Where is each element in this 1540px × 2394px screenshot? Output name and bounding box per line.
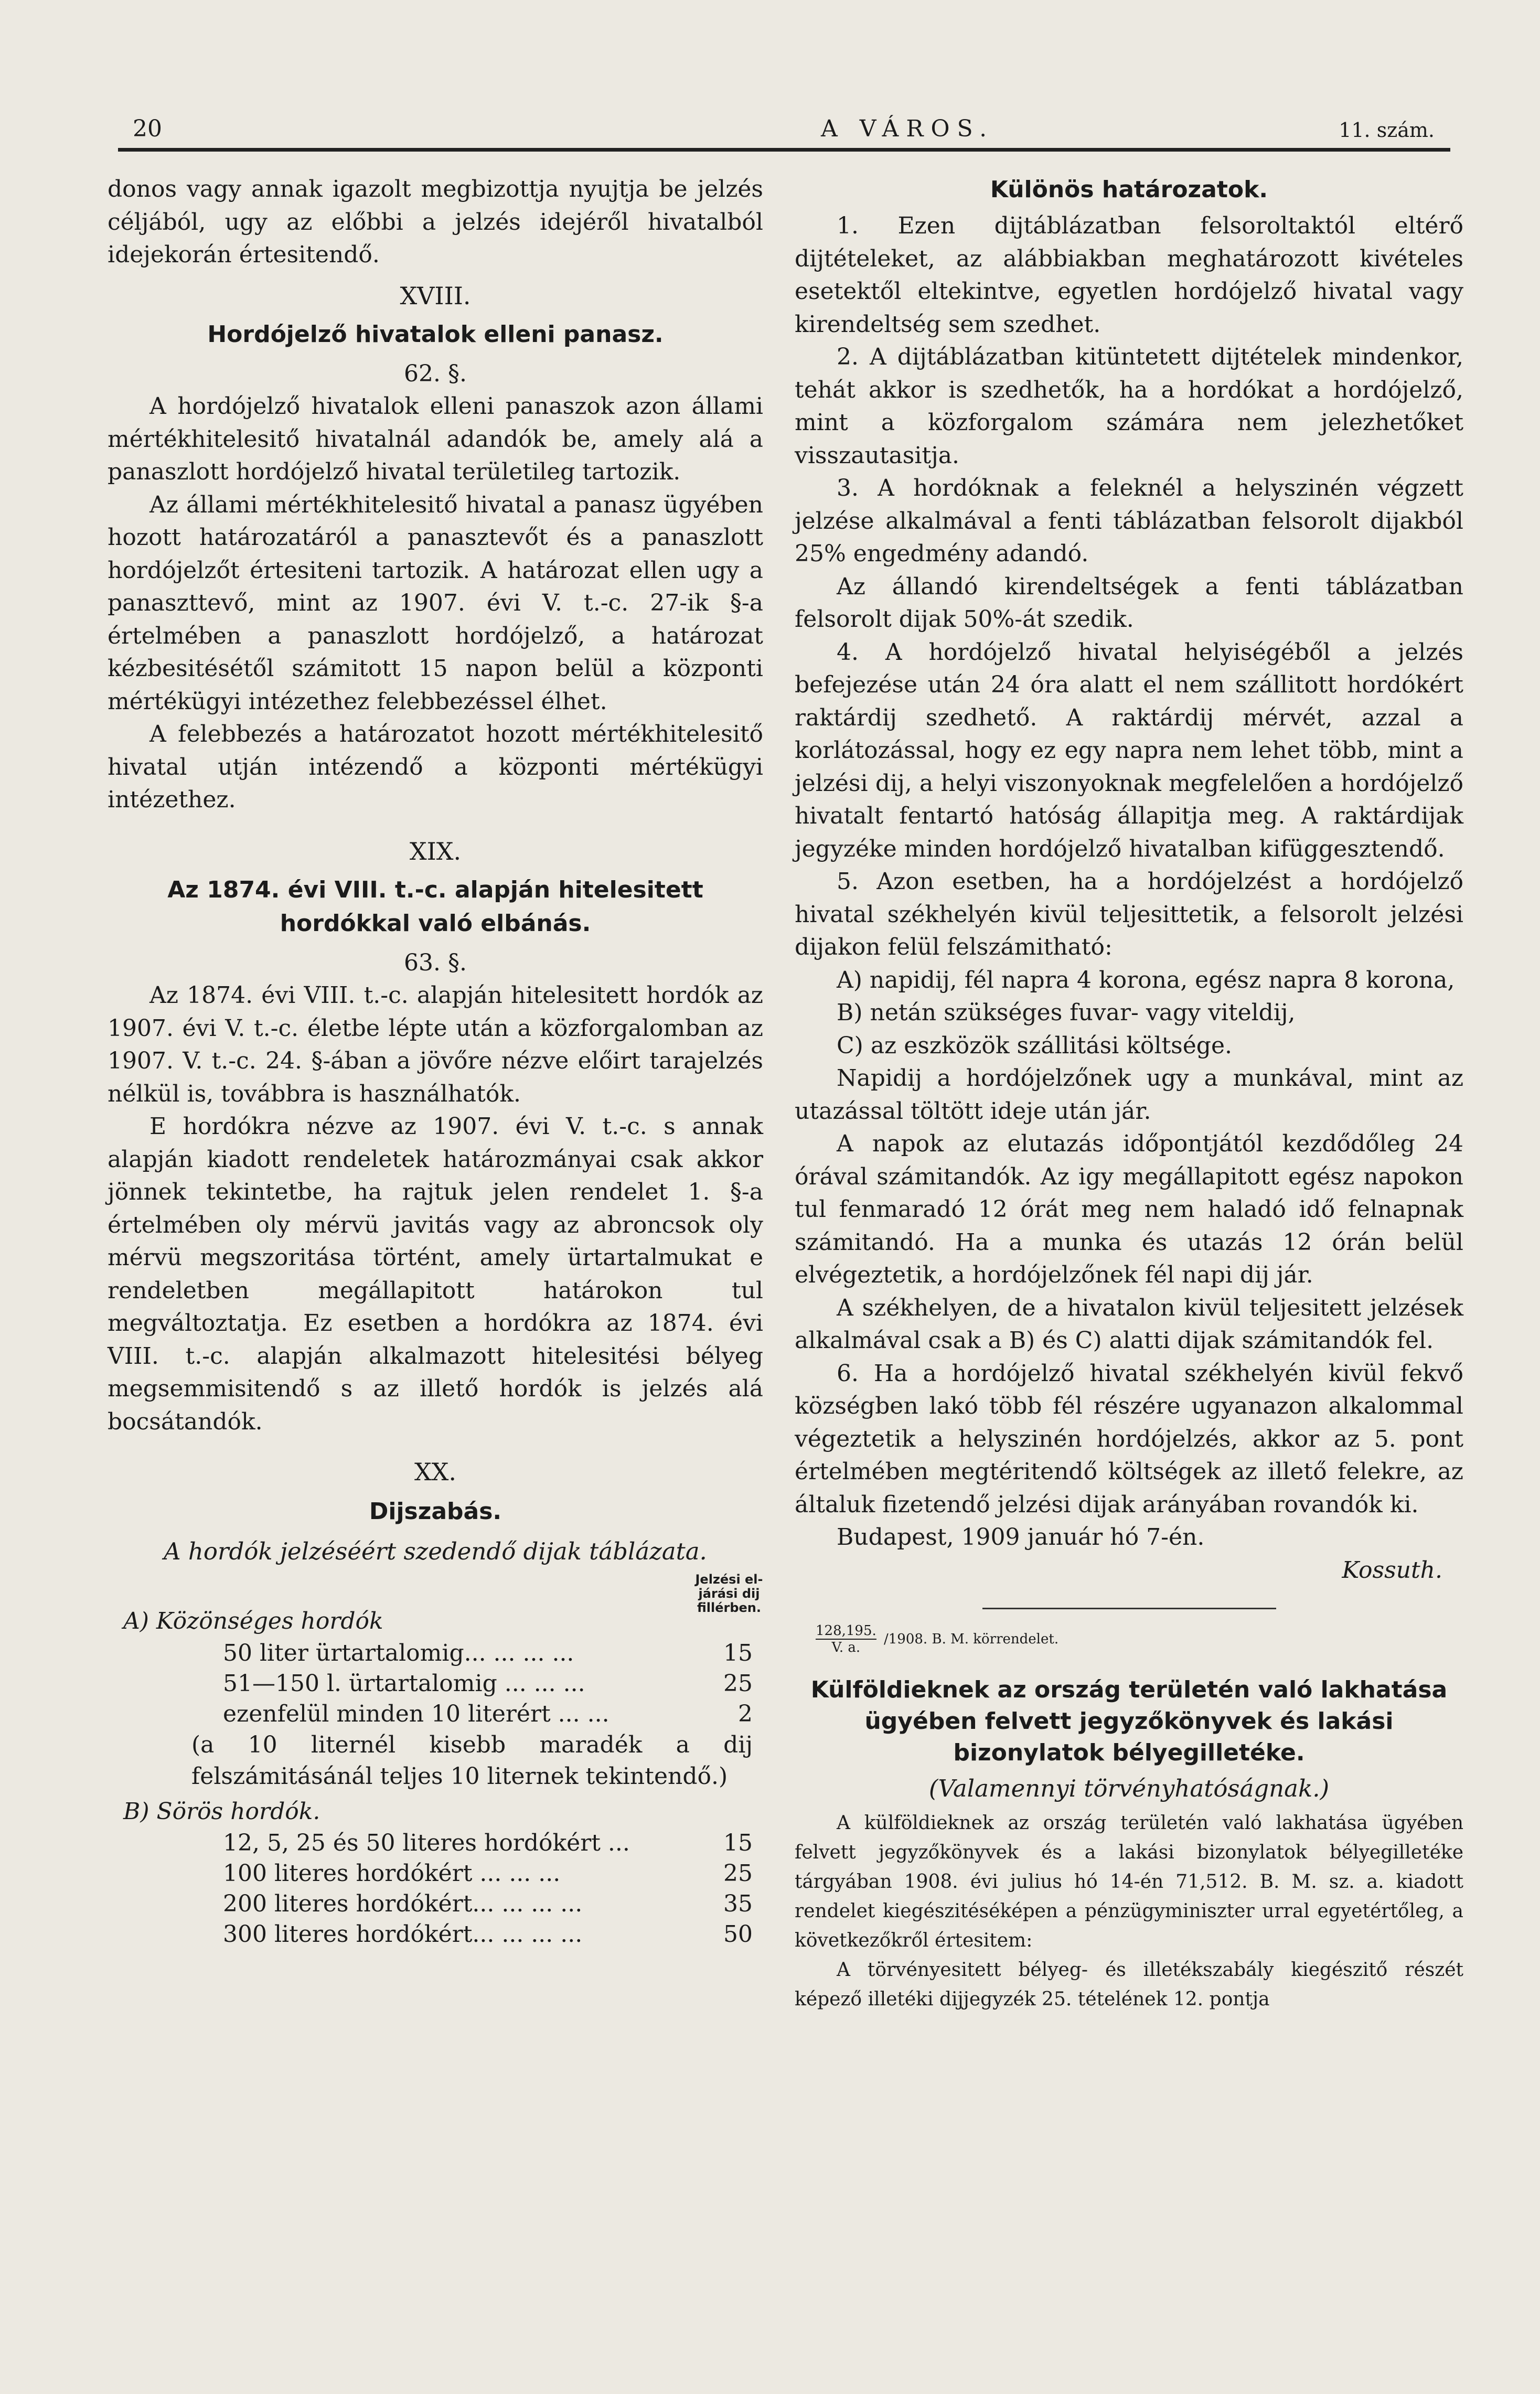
provision-5: 5. Azon esetben, ha a hordójelzést a hordójelző hivatal székhelyén kivül teljesittetik, a felsorolt jelzési dijakon felül felszámitható: bbox=[795, 868, 1463, 960]
provision-4: 4. A hordójelző hivatal helyiségéből a jelzés befejezése után 24 óra alatt el nem szállitott hordókért raktárdij szedhető. A raktárdij mérvét, azzal a korlátozással, hogy ez egy napra nem lehet több, mint a jelzési dij, a helyi viszonyoknak megfelelően a hordójelző hivatalt fentartó hatóság állapitja meg. A raktárdijak jegyzéke minden hordójelző hivatalban kifüggesztendő. bbox=[795, 638, 1463, 862]
paragraph-62-text-2: Az állami mértékhitelesitő hivatal a panasz ügyében hozott határozatáról a panasztevőt és a panaszlott hordójelzőt értesiteni tartozik. A határozat ellen ugy a panaszttevő, mint az 1907. évi V. t.-c. 27-ik §-a értelmében a panaszlott hordójelző, a határozat kézbesitésétől számitott 15 napon belül a központi mértékügyi intézethez felebbezéssel élhet. bbox=[108, 491, 763, 715]
page-number: 20 bbox=[133, 115, 162, 142]
separator-rule bbox=[982, 1608, 1276, 1609]
paragraph-63-text-1: Az 1874. évi VIII. t.-c. alapján hitelesitett hordók az 1907. évi V. t.-c. életbe lépte után a közforgalomban az 1907. V. t.-c. 24. §-ában a jövőre nézve előirt tarajelzés nélkül is, továbbra is használhatók. bbox=[108, 982, 763, 1107]
section-20-title: Dijszabás. bbox=[369, 1498, 502, 1525]
table-row: 100 literes hordókért ... ... ... 25 bbox=[223, 1860, 753, 1887]
section-18-title: Hordójelző hivatalok elleni panasz. bbox=[207, 320, 664, 348]
reference-department: V. a. bbox=[831, 1640, 861, 1655]
decree-subtitle: (Valamennyi törvényhatóságnak.) bbox=[928, 1775, 1330, 1802]
paragraph-63-text-2: E hordókra nézve az 1907. évi V. t.-c. s annak alapján kiadott rendeletek határozmányai csak akkor jönnek tekintetbe, ha rajtuk jelen rendelet 1. §-a értelmében oly mérvü javitás vagy az abroncsok oly mérvü megszoritása történt, amely ürtartalmukat e rendeletben megállapitott határokon tul megváltoztatja. Ez esetben a hordókra az 1874. évi VIII. t.-c. alapján alkalmazott hitelesitési bélyeg megsemmisitendő s az illető hordók is jelzés alá bocsátandók. bbox=[108, 1113, 763, 1435]
table-row: 12, 5, 25 és 50 literes hordókért ... 15 bbox=[223, 1830, 753, 1856]
paragraph-62-text-1: A hordójelző hivatalok elleni panaszok azon állami mértékhitelesitő hivatalnál adandók be, amely alá a panaszlott hordójelző hivatal területileg tartozik. bbox=[108, 393, 763, 485]
provision-6: 6. Ha a hordójelző hivatal székhelyén kivül fekvő községben lakó több fél részére ugyanazon alkalommal végeztetik a helyszinén hordójelzés, akkor az 5. pont értelmében megtéritendő költségek az illető felekre, az általuk fizetendő jelzési dijak arányában rovandók ki. bbox=[795, 1360, 1463, 1518]
intro-paragraph: donos vagy annak igazolt megbizottja nyujtja be jelzés céljából, ugy az előbbi a jelzés idejéről hivatalból idejekorán értesitendő. bbox=[108, 176, 763, 268]
provision-5f: A székhelyen, de a hivatalon kivül teljesitett jelzések alkalmával csak a B) és C) alatti dijak számitandók fel. bbox=[795, 1294, 1463, 1354]
dateline: Budapest, 1909 január hó 7-én. bbox=[837, 1524, 1205, 1551]
page-header bbox=[118, 110, 1450, 152]
decree-paragraph-1: A külföldieknek az ország területén való lakhatása ügyében felvett jegyzőkönyvek és a lakási bizonylatok bélyegilletéke tárgyában 1908. évi julius hó 14-én 71,512. B. M. sz. a. kiadott rendelet kiegészitéséképen a pénzügyminiszter urral egyetértőleg, a következőkről értesitem: bbox=[795, 1812, 1463, 1951]
special-provisions-title: Különös határozatok. bbox=[990, 176, 1268, 203]
journal-title: A VÁROS. bbox=[821, 115, 994, 142]
provision-2: 2. A dijtáblázatban kitüntetett dijtételek mindenkor, tehát akkor is szedhetők, ha a hordókat a hordójelző, mint a közforgalom számára nem jelezhetőket visszautasitja. bbox=[795, 344, 1463, 469]
left-column bbox=[108, 173, 763, 1950]
section-19-number: XIX. bbox=[409, 837, 462, 865]
decree-title: Külföldieknek az ország területén való lakhatása ügyében felvett jegyzőkönyvek és lakási bizonylatok bélyegilletéke. bbox=[810, 1676, 1448, 1766]
group-a-note: (a 10 liternél kisebb maradék a dij felszámitásánál teljes 10 liternek tekintendő.) bbox=[191, 1731, 753, 1790]
group-b-heading: B) Sörös hordók. bbox=[123, 1798, 320, 1825]
provision-3b: Az állandó kirendeltségek a fenti táblázatban felsorolt dijak 50%-át szedik. bbox=[795, 573, 1463, 633]
provision-5a: A) napidij, fél napra 4 korona, egész napra 8 korona, bbox=[837, 966, 1455, 993]
provision-5b: B) netán szükséges fuvar- vagy viteldij, bbox=[837, 999, 1296, 1026]
section-20-number: XX. bbox=[414, 1458, 457, 1486]
provision-1: 1. Ezen dijtáblázatban felsoroltaktól eltérő dijtételeket, az alábbiakban meghatározott kivételes esetektől eltekintve, egyetlen hordójelző hivatal vagy kirendeltség sem szedhet. bbox=[795, 212, 1463, 338]
section-18-number: XVIII. bbox=[400, 281, 471, 310]
provision-5d: Napidij a hordójelzőnek ugy a munkával, mint az utazással töltött ideje után jár. bbox=[795, 1065, 1463, 1125]
reference-number: 128,195. bbox=[816, 1623, 876, 1639]
decree-paragraph-2: A törvényesitett bélyeg- és illetékszabály kiegészitő részét képező illetéki dijjegyzék 25. tételének 12. pontja bbox=[795, 1959, 1463, 2010]
paragraph-62-heading: 62. §. bbox=[404, 360, 467, 387]
paragraph-62-text-3: A felebbezés a határozatot hozott mértékhitelesitő hivatal utján intézendő a központi mértékügyi intézethez. bbox=[108, 721, 763, 813]
group-a-heading: A) Közönséges hordók bbox=[123, 1608, 383, 1634]
table-row: 50 liter ürtartalomig... ... ... ... 15 bbox=[223, 1639, 753, 1666]
table-row: 51—150 l. ürtartalomig ... ... ... 25 bbox=[223, 1670, 753, 1697]
fee-table-title: A hordók jelzéséért szedendő dijak táblázata. bbox=[164, 1537, 707, 1565]
reference-text: /1908. B. M. körrendelet. bbox=[884, 1631, 1059, 1647]
provision-5e: A napok az elutazás időpontjától kezdődőleg 24 órával számitandók. Az igy megállapitott egész napokon tul fenmaradó 12 órát meg nem haladó idő felnapnak számitandó. Ha a munka és utazás 12 órán belül elvégeztetik, a hordójelzőnek fél napi dij jár. bbox=[795, 1130, 1463, 1288]
table-row: 200 literes hordókért... ... ... ... 35 bbox=[223, 1890, 753, 1917]
provision-3: 3. A hordóknak a feleknél a helyszinén végzett jelzése alkalmával a fenti táblázatban felsorolt dijakból 25% engedmény adandó. bbox=[795, 475, 1463, 567]
right-column bbox=[795, 173, 1463, 2014]
fee-column-header: Jelzési el- járási dij fillérben. bbox=[695, 1572, 763, 1615]
decree-reference bbox=[795, 1620, 1463, 1667]
issue-number: 11. szám. bbox=[1339, 119, 1435, 142]
paragraph-63-heading: 63. §. bbox=[404, 949, 467, 976]
fee-table bbox=[108, 1573, 763, 1950]
section-19-title-line-1: Az 1874. évi VIII. t.-c. alapján hitelesitett bbox=[167, 876, 703, 903]
section-19-title-line-2: hordókkal való elbánás. bbox=[280, 910, 591, 937]
table-row: 300 literes hordókért... ... ... ... 50 bbox=[223, 1921, 753, 1948]
provision-5c: C) az eszközök szállitási költsége. bbox=[837, 1032, 1232, 1059]
signature: Kossuth. bbox=[1342, 1556, 1442, 1584]
table-row: ezenfelül minden 10 literért ... ... 2 bbox=[223, 1700, 753, 1727]
